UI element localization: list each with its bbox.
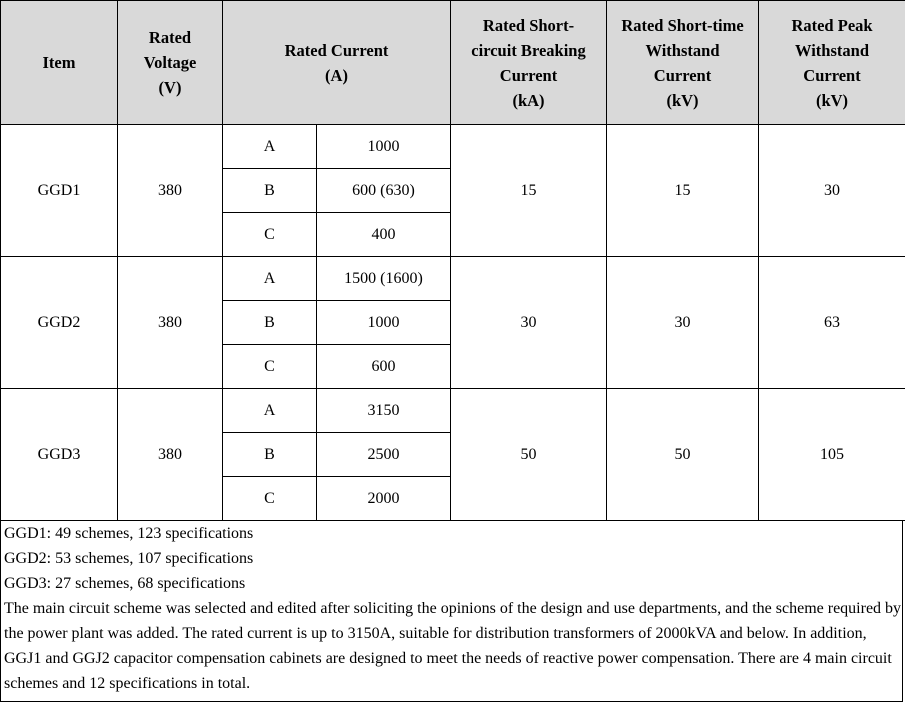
header-withstand: Rated Short-time Withstand Current (kV) xyxy=(607,1,759,125)
current-cell: 1000 xyxy=(317,125,451,169)
header-row xyxy=(1,1,905,125)
grade-cell: A xyxy=(223,257,317,301)
breaking-cell: 30 xyxy=(451,257,607,389)
header-breaking: Rated Short- circuit Breaking Current (kA) xyxy=(451,1,607,125)
voltage-cell: 380 xyxy=(118,389,223,521)
peak-cell: 105 xyxy=(759,389,905,521)
item-cell: GGD3 xyxy=(1,389,118,521)
note-paragraph: The main circuit scheme was selected and edited after soliciting the opinions of the design and use departments, and the scheme required by the power plant was added. The rated current is up to 3150A, suitable for distribution transformers of 2000kVA and below. In addition, GGJ1 and GGJ2 capacitor compensation cabinets are designed to meet the needs of reactive power compensation. There are 4 main circuit schemes and 12 specifications in total. xyxy=(4,600,902,692)
note-ggd3: GGD3: 27 schemes, 68 specifications xyxy=(4,575,246,592)
grade-cell: B xyxy=(223,433,317,477)
grade-cell: C xyxy=(223,213,317,257)
table-row xyxy=(1,257,905,301)
notes-section xyxy=(0,521,903,702)
grade-cell: C xyxy=(223,477,317,521)
current-cell: 1000 xyxy=(317,301,451,345)
table-row xyxy=(1,389,905,433)
header-current: Rated Current (A) xyxy=(223,1,451,125)
note-ggd1: GGD1: 49 schemes, 123 specifications xyxy=(4,525,254,542)
current-cell: 400 xyxy=(317,213,451,257)
voltage-cell: 380 xyxy=(118,257,223,389)
header-voltage: Rated Voltage (V) xyxy=(118,1,223,125)
item-cell: GGD1 xyxy=(1,125,118,257)
current-cell: 600 (630) xyxy=(317,169,451,213)
current-cell: 2000 xyxy=(317,477,451,521)
voltage-cell: 380 xyxy=(118,125,223,257)
grade-cell: A xyxy=(223,389,317,433)
header-item: Item xyxy=(1,1,118,125)
withstand-cell: 15 xyxy=(607,125,759,257)
peak-cell: 63 xyxy=(759,257,905,389)
breaking-cell: 15 xyxy=(451,125,607,257)
withstand-cell: 30 xyxy=(607,257,759,389)
item-cell: GGD2 xyxy=(1,257,118,389)
peak-cell: 30 xyxy=(759,125,905,257)
grade-cell: C xyxy=(223,345,317,389)
current-cell: 3150 xyxy=(317,389,451,433)
current-cell: 2500 xyxy=(317,433,451,477)
breaking-cell: 50 xyxy=(451,389,607,521)
grade-cell: A xyxy=(223,125,317,169)
grade-cell: B xyxy=(223,169,317,213)
withstand-cell: 50 xyxy=(607,389,759,521)
current-cell: 600 xyxy=(317,345,451,389)
table-row xyxy=(1,125,905,169)
current-cell: 1500 (1600) xyxy=(317,257,451,301)
grade-cell: B xyxy=(223,301,317,345)
header-peak: Rated Peak Withstand Current (kV) xyxy=(759,1,905,125)
note-ggd2: GGD2: 53 schemes, 107 specifications xyxy=(4,550,254,567)
